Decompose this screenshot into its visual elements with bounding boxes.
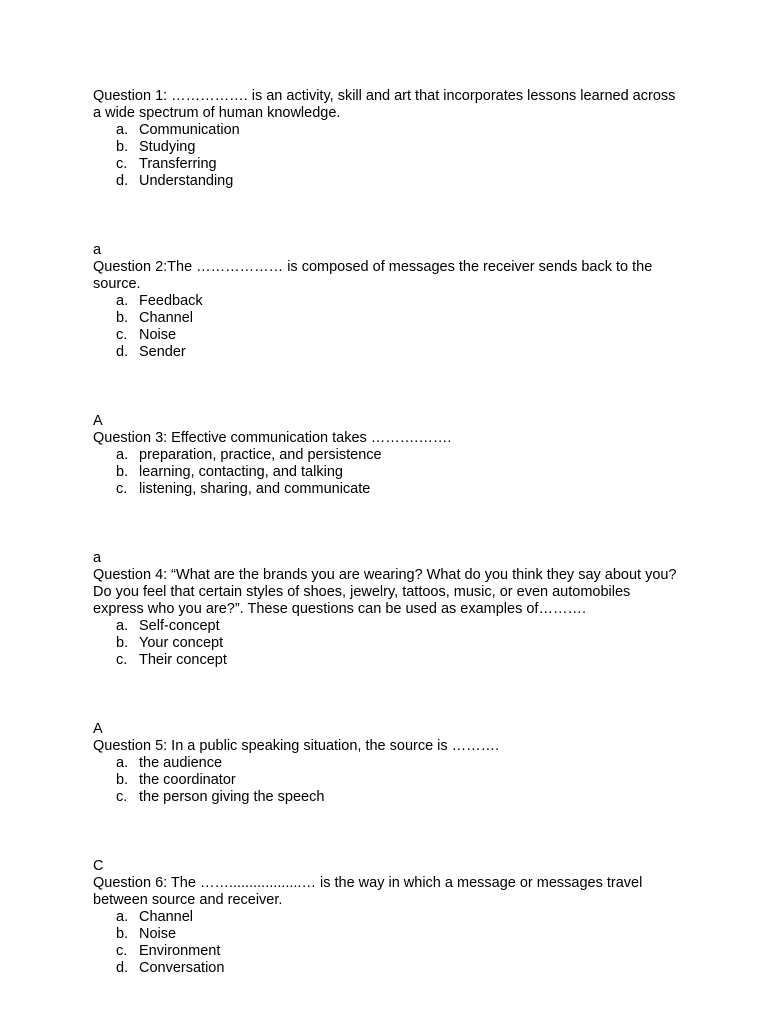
option-text: Studying: [139, 139, 196, 155]
option-text: preparation, practice, and persistence: [139, 447, 382, 463]
question-spacer: [93, 190, 678, 242]
option-letter: d.: [116, 960, 129, 976]
option-text: Environment: [139, 943, 221, 959]
option-list: [93, 447, 678, 498]
answer-key-label: A: [93, 413, 103, 429]
question-block: [93, 669, 678, 806]
quiz-document: [93, 88, 678, 977]
question-spacer: [93, 361, 678, 413]
question-block: [93, 88, 678, 190]
option-list: [93, 755, 678, 806]
option-text: Sender: [139, 344, 186, 360]
answer-key-label: a: [93, 242, 102, 258]
option-item: [93, 789, 678, 806]
option-letter: b.: [116, 926, 129, 942]
option-item: [93, 755, 678, 772]
question-text: Question 6: The ……..................… is the way in which a message or messages travel between source and receiver.: [93, 875, 643, 908]
question-text: Question 2:The ……………… is composed of messages the receiver sends back to the source.: [93, 259, 653, 292]
question-text: Question 1: ……………. is an activity, skill and art that incorporates lessons learned across a wide spectrum of human knowledge.: [93, 88, 676, 121]
option-item: [93, 293, 678, 310]
option-letter: b.: [116, 772, 129, 788]
option-list: [93, 122, 678, 190]
question-spacer: [93, 669, 678, 721]
option-item: [93, 122, 678, 139]
option-list: [93, 293, 678, 361]
option-letter: a.: [116, 447, 129, 463]
option-text: Self-concept: [139, 618, 220, 634]
option-item: [93, 772, 678, 789]
option-letter: b.: [116, 464, 129, 480]
option-letter: a.: [116, 755, 129, 771]
option-item: [93, 960, 678, 977]
option-text: Transferring: [139, 156, 217, 172]
question-block: [93, 806, 678, 977]
option-text: Channel: [139, 310, 194, 326]
option-text: Their concept: [139, 652, 227, 668]
option-item: [93, 173, 678, 190]
option-letter: a.: [116, 618, 129, 634]
option-item: [93, 909, 678, 926]
option-item: [93, 464, 678, 481]
option-letter: d.: [116, 344, 129, 360]
option-item: [93, 310, 678, 327]
option-item: [93, 344, 678, 361]
option-text: the coordinator: [139, 772, 236, 788]
option-text: Conversation: [139, 960, 225, 976]
option-list: [93, 909, 678, 977]
option-letter: c.: [116, 156, 128, 172]
option-item: [93, 652, 678, 669]
option-text: listening, sharing, and communicate: [139, 481, 371, 497]
option-text: Channel: [139, 909, 194, 925]
option-item: [93, 156, 678, 173]
option-text: Communication: [139, 122, 240, 138]
question-text: Question 3: Effective communication takes ……….…….: [93, 430, 452, 446]
option-text: Noise: [139, 327, 177, 343]
option-text: learning, contacting, and talking: [139, 464, 343, 480]
option-item: [93, 481, 678, 498]
question-block: [93, 190, 678, 361]
option-item: [93, 926, 678, 943]
option-letter: a.: [116, 293, 129, 309]
option-text: Understanding: [139, 173, 234, 189]
option-letter: b.: [116, 310, 129, 326]
option-letter: d.: [116, 173, 129, 189]
question-block: [93, 498, 678, 669]
answer-key-label: A: [93, 721, 103, 737]
option-item: [93, 635, 678, 652]
option-letter: b.: [116, 139, 129, 155]
option-item: [93, 447, 678, 464]
option-letter: a.: [116, 122, 129, 138]
option-letter: a.: [116, 909, 129, 925]
question-block: [93, 361, 678, 498]
question-text: Question 5: In a public speaking situation, the source is ……….: [93, 738, 500, 754]
option-text: the person giving the speech: [139, 789, 325, 805]
answer-key-label: a: [93, 550, 102, 566]
option-letter: c.: [116, 789, 128, 805]
option-list: [93, 618, 678, 669]
option-letter: c.: [116, 652, 128, 668]
option-item: [93, 618, 678, 635]
option-letter: b.: [116, 635, 129, 651]
option-item: [93, 327, 678, 344]
option-letter: c.: [116, 943, 128, 959]
option-item: [93, 943, 678, 960]
option-text: Noise: [139, 926, 177, 942]
option-text: Feedback: [139, 293, 203, 309]
question-text: Question 4: “What are the brands you are wearing? What do you think they say about you? Do you feel that certain styles of shoes, jewelry, tattoos, music, or even automobiles express who you are?”. These questions can be used as examples of……….: [93, 567, 677, 617]
question-spacer: [93, 806, 678, 858]
answer-key-label: C: [93, 858, 104, 874]
option-text: the audience: [139, 755, 223, 771]
option-letter: c.: [116, 481, 128, 497]
option-text: Your concept: [139, 635, 224, 651]
option-letter: c.: [116, 327, 128, 343]
option-item: [93, 139, 678, 156]
question-spacer: [93, 498, 678, 550]
